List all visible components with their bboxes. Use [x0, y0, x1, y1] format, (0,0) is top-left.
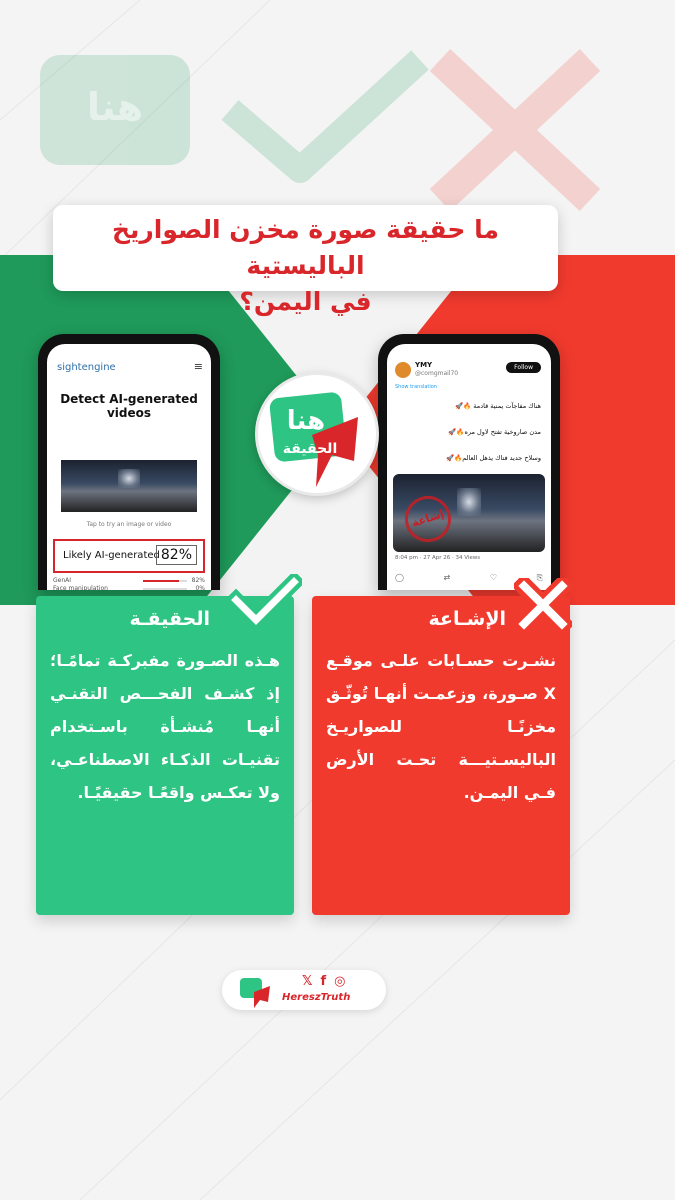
face-row: [53, 585, 205, 590]
detect-heading: Detect AI-generated videos: [60, 392, 198, 420]
fact-body: هـذه الصـورة مفبركـة تمامًـا؛ إذ كشـف الفحـــص التقنـي أنهـا مُنشـأة باسـتخدام تقنيـات الذكـاء الاصطناعـي، ولا تعكـس واقعًـا حقيقيًـا.: [50, 651, 280, 802]
reply-icon[interactable]: ◯: [395, 573, 404, 582]
logo-icon: [258, 375, 376, 493]
tap-hint: Tap to try an image or video: [86, 521, 172, 528]
title-box: [53, 205, 558, 316]
genai-row: [53, 577, 205, 584]
account-handle[interactable]: @comgmail70: [415, 370, 459, 377]
tweet-screen: [387, 344, 551, 590]
bookmark-icon[interactable]: ⎘: [536, 573, 543, 582]
rumor-stamp: إشاعة: [399, 490, 457, 548]
logo-word-top: هنا: [286, 406, 326, 436]
rumor-heading: الإشـاعة: [428, 608, 506, 630]
tweet-meta: 8:04 pm · 27 Apr 26 · 34 Views: [395, 555, 481, 561]
result-label: Likely AI-generated: [63, 550, 160, 561]
face-label: Face manipulation: [53, 585, 108, 590]
result-value: 82%: [156, 545, 197, 565]
x-icon[interactable]: 𝕏: [302, 974, 313, 989]
x-mark-icon: [514, 578, 572, 632]
sightengine-logo[interactable]: sightengine: [57, 362, 116, 373]
rumor-body: نشـرت حسـابات علـى موقـع X صـورة، وزعمـت أنهـا تُوثّـق مخزنًـا للصواريـخ الباليسـتيـــة تحـت الأرض فـي اليمـن.: [326, 651, 556, 802]
facebook-icon[interactable]: f: [320, 974, 327, 989]
sightengine-screen: [47, 344, 211, 590]
logo-word-bottom: الحقيقة: [282, 441, 338, 457]
center-logo: [255, 372, 379, 496]
genai-value: 82%: [191, 577, 205, 584]
avatar[interactable]: [395, 362, 411, 378]
svg-text:هنا: هنا: [86, 85, 144, 129]
fact-heading: الحقيقـة: [129, 608, 210, 630]
title-line-1: ما حقيقة صورة مخزن الصواريخ الباليستية: [111, 215, 500, 280]
show-translation-link[interactable]: Show translation: [395, 384, 437, 390]
footer-brand: [222, 970, 386, 1010]
left-phone: [38, 334, 220, 590]
follow-button[interactable]: Follow: [506, 362, 541, 373]
social-icons: [302, 974, 345, 989]
genai-bar-fill: [143, 580, 179, 582]
genai-bar: [143, 580, 187, 582]
fact-card: [36, 596, 294, 915]
tunnel-image[interactable]: [61, 460, 197, 512]
check-mark-icon: [228, 574, 302, 632]
face-bar: [143, 588, 187, 590]
menu-icon[interactable]: ≡: [193, 360, 203, 373]
tweet-line-1: هناك مفاجآت يمنية قادمة 🔥🚀: [455, 402, 541, 410]
genai-label: GenAI: [53, 577, 72, 584]
retweet-icon[interactable]: ⇄: [443, 573, 451, 582]
tweet-line-3: وسلاح جديد فتاك يذهل العالم🔥🚀: [446, 454, 541, 462]
rumor-card: [312, 596, 570, 915]
result-box: [53, 539, 205, 573]
right-phone: [378, 334, 560, 590]
instagram-icon[interactable]: ◎: [334, 974, 346, 989]
brand-handle[interactable]: HereszTruth: [282, 992, 351, 1003]
footer-logo-icon: [238, 974, 272, 1008]
account-name[interactable]: YMY: [415, 361, 433, 369]
tweet-line-2: مدن صاروخية تفتح لاول مره🔥🚀: [448, 428, 541, 436]
face-value: 0%: [195, 585, 205, 590]
like-icon[interactable]: ♡: [489, 573, 497, 582]
title-line-2: في اليمن؟: [239, 287, 372, 316]
